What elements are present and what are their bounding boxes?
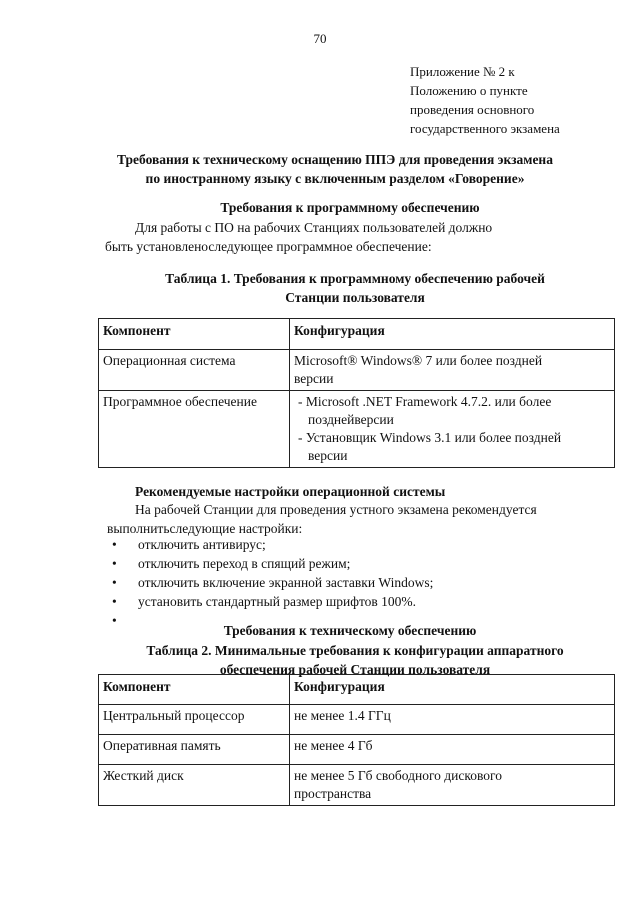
document-title (80, 150, 590, 188)
software-section-title: Требования к программному обеспечению (220, 200, 480, 215)
cell-configuration (290, 735, 615, 765)
cell-component: Операционная система (99, 350, 290, 391)
os-settings-list (112, 535, 433, 630)
paragraph-line: выполнитьследующие настройки: (107, 521, 303, 536)
table-row (99, 705, 615, 735)
list-item-text: отключить переход в спящий режим; (138, 556, 351, 571)
page-number: 70 (313, 31, 327, 46)
bullet-icon: • (112, 537, 117, 552)
os-settings-paragraph (107, 500, 593, 538)
config-line: - Установщик Windows 3.1 или более поздней (298, 430, 562, 445)
document-title-line: по иностранному языку с включенным разделом «Говорение» (145, 171, 525, 186)
list-item (112, 573, 433, 592)
table1-title-line: Таблица 1. Требования к программному обеспечению рабочей (165, 271, 545, 286)
bullet-icon: • (112, 594, 117, 609)
config-line: Microsoft® Windows® 7 или более поздней (294, 353, 543, 368)
cell-configuration (290, 391, 615, 468)
table-header-row (99, 319, 615, 350)
paragraph-line: На рабочей Станции для проведения устного экзамена рекомендуется (135, 502, 537, 517)
appendix-line: государственного экзамена (410, 121, 560, 136)
config-line: версии (294, 371, 334, 386)
list-item-text: отключить включение экранной заставки Windows; (138, 575, 434, 590)
appendix-line: проведения основного (410, 102, 535, 117)
list-item (112, 535, 433, 554)
software-paragraph (107, 218, 593, 256)
config-line: пространства (294, 786, 372, 801)
table-header-row (99, 675, 615, 705)
paragraph-line: быть установленоследующее программное обеспечение: (105, 239, 432, 254)
cell-configuration (290, 765, 615, 806)
table1-title (100, 269, 610, 307)
header-cell-configuration: Конфигурация (290, 675, 615, 705)
config-line: позднейверсии (308, 412, 394, 427)
cell-component: Оперативная память (99, 735, 290, 765)
table2-title-line: Таблица 2. Минимальные требования к конфигурации аппаратного (146, 643, 564, 658)
table-row (99, 735, 615, 765)
software-requirements-table (98, 318, 615, 468)
document-title-line: Требования к техническому оснащению ППЭ для проведения экзамена (117, 152, 553, 167)
table-row (99, 391, 615, 468)
header-cell-configuration: Конфигурация (290, 319, 615, 350)
table2-title-line: обеспечения рабочей Станции пользователя (219, 662, 491, 677)
bullet-icon: • (112, 575, 117, 590)
cell-configuration (290, 705, 615, 735)
header-cell-component: Компонент (99, 319, 290, 350)
cell-configuration (290, 350, 615, 391)
paragraph-line: Для работы с ПО на рабочих Станциях пользователей должно (135, 220, 493, 235)
cell-component: Программное обеспечение (99, 391, 290, 468)
appendix-line: Положению о пункте (410, 83, 528, 98)
hardware-requirements-table (98, 674, 615, 806)
config-line: версии (308, 448, 348, 463)
cell-component: Жесткий диск (99, 765, 290, 806)
hardware-section-title: Требования к техническому обеспечению (223, 623, 477, 638)
table-row (99, 765, 615, 806)
bullet-icon: • (112, 556, 117, 571)
bullet-icon: • (112, 613, 117, 628)
list-item (112, 554, 433, 573)
header-cell-component: Компонент (99, 675, 290, 705)
list-item (112, 592, 433, 611)
config-line: не менее 5 Гб свободного дискового (294, 768, 502, 783)
config-line: - Microsoft .NET Framework 4.7.2. или более (298, 394, 552, 409)
appendix-note (410, 62, 560, 138)
appendix-line: Приложение № 2 к (410, 64, 515, 79)
table-row (99, 350, 615, 391)
table1-title-line: Станции пользователя (285, 290, 425, 305)
list-item-text: установить стандартный размер шрифтов 100%. (138, 594, 417, 609)
os-settings-title: Рекомендуемые настройки операционной системы (135, 484, 446, 499)
list-item-text: отключить антивирус; (138, 537, 266, 552)
config-line: не менее 4 Гб (294, 738, 373, 753)
cell-component: Центральный процессор (99, 705, 290, 735)
config-line: не менее 1.4 ГГц (294, 708, 391, 723)
